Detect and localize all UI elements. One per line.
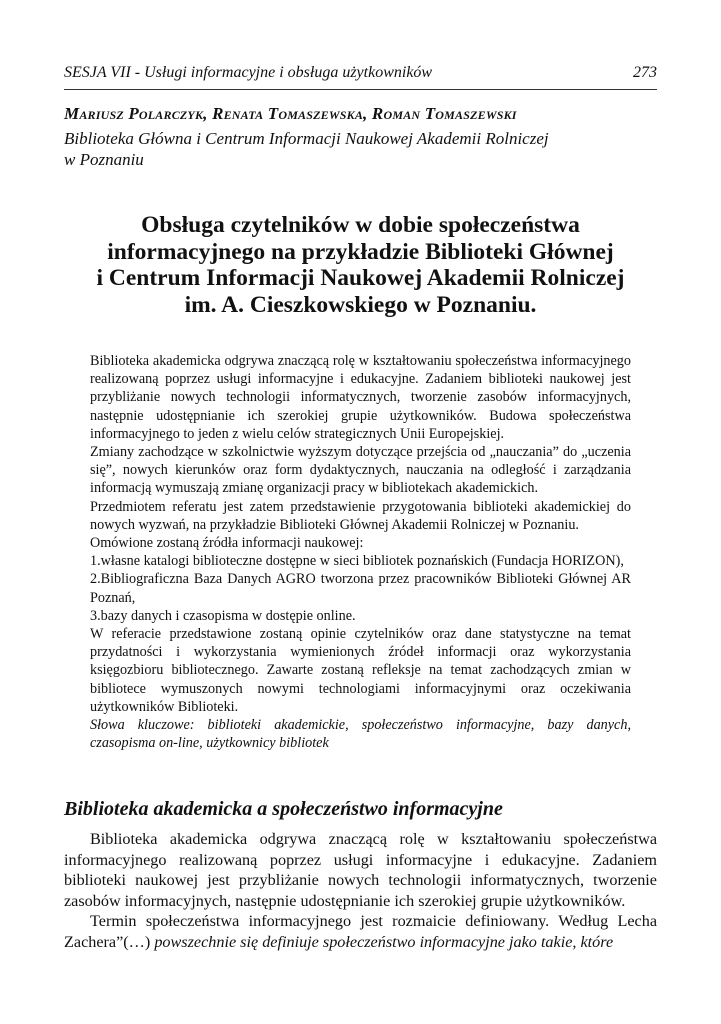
abstract-paragraph: Przedmiotem referatu jest zatem przedstawienie przygotowania biblioteki akademickiej do nowych wyzwań, na przykładzie Biblioteki Głównej Akademii Rolniczej w Poznaniu. <box>90 498 631 533</box>
section-body <box>64 829 657 952</box>
running-header <box>64 64 657 86</box>
abstract-paragraph: Biblioteka akademicka odgrywa znaczącą rolę w kształtowaniu społeczeństwa informacyjnego realizowaną poprzez usługi informacyjne i edukacyjne. Zadaniem biblioteki naukowej jest przybliżanie nowych technologii informatycznych, tworzenie zasobów informacyjnych, następnie udostępnianie ich szerokiej grupie użytkowników. Budowa społeczeństwa informacyjnego to jeden z wielu celów strategicznych Unii Europejskiej. <box>90 353 631 442</box>
title-line: informacyjnego na przykładzie Biblioteki Głównej <box>107 238 614 265</box>
paper-title <box>64 212 657 318</box>
quote-text: powszechnie się definiuje społeczeństwo informacyjne jako takie, które <box>154 932 614 951</box>
abstract-list-item: 2.Bibliograficzna Baza Danych AGRO tworzona przez pracowników Biblioteki Głównej AR Poznań, <box>90 571 631 606</box>
abstract-list-item: 1.własne katalogi biblioteczne dostępne w sieci bibliotek poznańskich (Fundacja HORIZON), <box>90 553 624 570</box>
keywords: Słowa kluczowe: biblioteki akademickie, społeczeństwo informacyjne, bazy danych, czasopisma on-line, użytkownicy bibliotek <box>90 717 631 752</box>
authors: Mariusz Polarczyk, Renata Tomaszewska, Roman Tomaszewski <box>64 104 517 123</box>
page-number: 273 <box>633 64 657 81</box>
affiliation <box>64 128 664 170</box>
section-heading: Biblioteka akademicka a społeczeństwo informacyjne <box>64 798 503 820</box>
title-line: i Centrum Informacji Naukowej Akademii Rolniczej <box>96 265 625 291</box>
title-line: Obsługa czytelników w dobie społeczeństwa <box>141 212 580 238</box>
affiliation-line: w Poznaniu <box>64 150 144 169</box>
header-rule <box>64 89 657 90</box>
body-paragraph <box>64 911 657 952</box>
abstract-paragraph: Zmiany zachodzące w szkolnictwie wyższym dotyczące przejścia od „nauczania” do „uczenia się”, nowych kierunków oraz form dydaktycznych, nauczania na odległość i zarządzania informacją wymuszają zmianę organizacji pracy w bibliotekach akademickich. <box>90 444 631 497</box>
abstract-paragraph: W referacie przedstawione zostaną opinie czytelników oraz dane statystyczne na temat przydatności i wykorzystania wymienionych źródeł informacji oraz wykorzystania księgozbioru bibliotecznego. Zawarte zostaną refleksje na temat zachodzących zmian w bibliotece wymuszonych nowymi technologiami informacyjnymi oraz oczekiwania użytkowników Biblioteki. <box>90 626 631 715</box>
running-title: SESJA VII - Usługi informacyjne i obsługa użytkowników <box>64 64 433 81</box>
abstract <box>90 352 631 752</box>
title-line: im. A. Cieszkowskiego w Poznaniu. <box>184 291 537 318</box>
body-paragraph: Biblioteka akademicka odgrywa znaczącą rolę w kształtowaniu społeczeństwa informacyjnego realizowaną poprzez usługi informacyjne i edukacyjne. Zadaniem biblioteki naukowej jest przybliżanie nowych technologii informatycznych, tworzenie zasobów informacyjnych, następnie udostępnianie ich szerokiej grupie użytkowników. <box>64 830 657 910</box>
abstract-list-item: 3.bazy danych i czasopisma w dostępie online. <box>90 607 356 624</box>
affiliation-line: Biblioteka Główna i Centrum Informacji Naukowej Akademii Rolniczej <box>64 129 549 148</box>
body-text: Termin społeczeństwa informacyjnego jest rozmaicie definiowany. Według Lecha Zachera”(…) <box>64 912 657 951</box>
abstract-paragraph: Omówione zostaną źródła informacji naukowej: <box>90 535 364 552</box>
